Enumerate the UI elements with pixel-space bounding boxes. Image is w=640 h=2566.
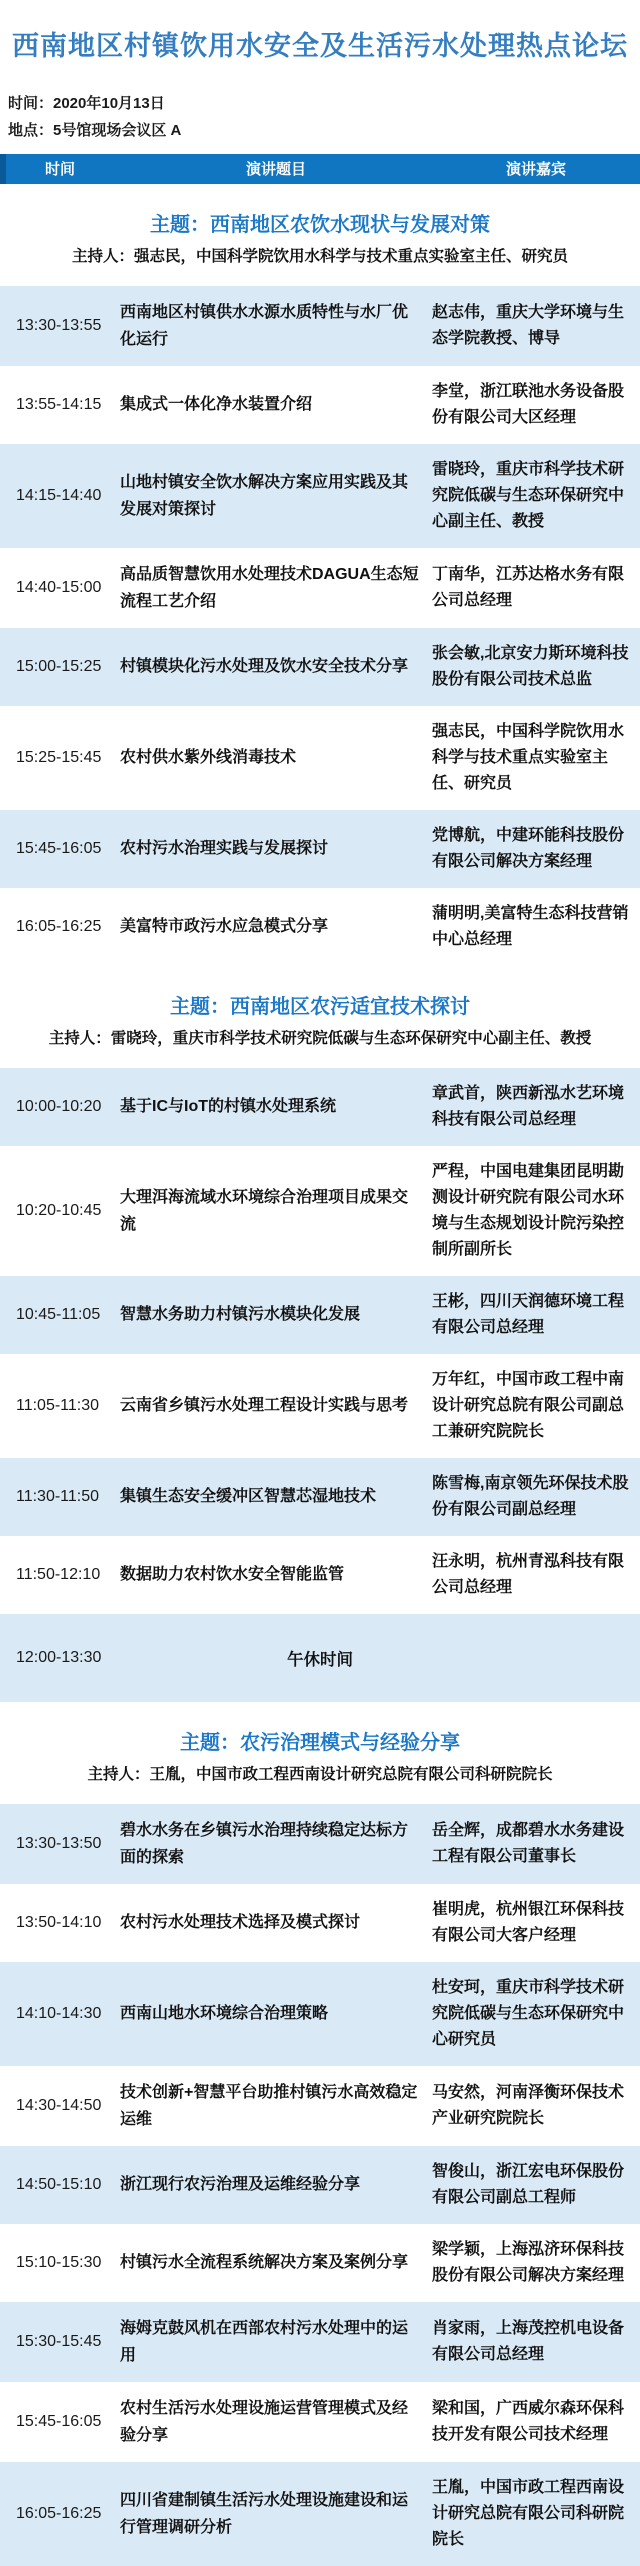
session-time: 13:55-14:15: [16, 395, 102, 413]
session-time: 15:45-16:05: [16, 839, 102, 857]
agenda-row: [0, 286, 640, 366]
section-topic: 主题：西南地区农饮水现状与发展对策: [150, 213, 490, 236]
session-title: 集成式一体化净水装置介绍: [120, 396, 313, 414]
session-title: 基于IC与IoT的村镇水处理系统: [120, 1098, 336, 1116]
agenda-row: [0, 2224, 640, 2302]
session-speaker: 杜安珂，重庆市科学技术研究院低碳与生态环保研究中心研究员: [432, 1978, 625, 2048]
session-time: 10:00-10:20: [16, 1097, 102, 1115]
agenda-section: [0, 990, 640, 1702]
section-topic: 主题：农污治理模式与经验分享: [180, 1731, 460, 1754]
agenda-row: [0, 1536, 640, 1614]
session-title: 碧水水务在乡镇污水治理持续稳定达标方面的探索: [120, 1821, 409, 1866]
session-speaker: 张会敏,北京安力斯环境科技股份有限公司技术总监: [432, 644, 629, 688]
session-time: 11:05-11:30: [16, 1396, 100, 1414]
column-header-speaker: 演讲嘉宾: [505, 161, 566, 179]
session-speaker: 雷晓玲，重庆市科学技术研究院低碳与生态环保研究中心副主任、教授: [432, 460, 625, 530]
section-host: 主持人：强志民，中国科学院饮用水科学与技术重点实验室主任、研究员: [71, 247, 568, 265]
table-header: [0, 154, 640, 184]
session-time: 15:25-15:45: [16, 748, 102, 766]
agenda-row: [0, 888, 640, 966]
session-title: 云南省乡镇污水处理工程设计实践与思考: [120, 1397, 409, 1415]
session-time: 10:45-11:05: [16, 1305, 101, 1323]
session-speaker: 蒲明明,美富特生态科技营销中心总经理: [432, 904, 629, 948]
session-title: 山地村镇安全饮水解决方案应用实践及其发展对策探讨: [120, 473, 409, 518]
session-title: 农村供水紫外线消毒技术: [120, 749, 297, 767]
agenda-row: [0, 1068, 640, 1146]
session-time: 14:40-15:00: [16, 578, 102, 596]
session-time: 11:30-11:50: [16, 1487, 100, 1505]
agenda-row: [0, 366, 640, 444]
section-rows: [0, 1804, 640, 2566]
session-time: 14:10-14:30: [16, 2004, 102, 2022]
session-speaker: 崔明虎，杭州银江环保科技有限公司大客户经理: [432, 1900, 625, 1944]
session-speaker: 肖家雨，上海茂控机电设备有限公司总经理: [432, 2319, 625, 2363]
session-time: 15:45-16:05: [16, 2412, 102, 2430]
session-speaker: 党博航，中建环能科技股份有限公司解决方案经理: [432, 826, 625, 870]
session-title: 智慧水务助力村镇污水模块化发展: [120, 1306, 361, 1324]
session-speaker: 章武首，陕西新泓水艺环境科技有限公司总经理: [432, 1084, 625, 1128]
session-time: 14:50-15:10: [16, 2175, 102, 2193]
session-speaker: 严程，中国电建集团昆明勘测设计研究院有限公司水环境与生态规划设计院污染控制所副所长: [432, 1162, 625, 1258]
lunch-break-row: [0, 1614, 640, 1702]
agenda-section: [0, 1726, 640, 2566]
event-location: 地点：5号馆现场会议区 A: [8, 121, 182, 139]
session-time: 10:20-10:45: [16, 1201, 102, 1219]
session-speaker: 汪永明，杭州青泓科技有限公司总经理: [432, 1552, 625, 1596]
agenda-row: [0, 1354, 640, 1458]
agenda-row: [0, 810, 640, 888]
agenda-row: [0, 1146, 640, 1276]
session-title: 农村污水治理实践与发展探讨: [120, 840, 329, 858]
session-speaker: 马安然，河南泽衡环保技术产业研究院院长: [432, 2083, 625, 2127]
session-speaker: 陈雪梅,南京领先环保技术股份有限公司副总经理: [432, 1474, 629, 1518]
agenda-section: [0, 208, 640, 966]
agenda-row: [0, 1804, 640, 1884]
session-speaker: 王胤，中国市政工程西南设计研究总院有限公司科研院院长: [432, 2478, 625, 2548]
session-title: 村镇模块化污水处理及饮水安全技术分享: [120, 658, 409, 676]
session-speaker: 丁南华，江苏达格水务有限公司总经理: [432, 565, 625, 609]
agenda-row: [0, 628, 640, 706]
agenda-row: [0, 2302, 640, 2382]
column-header-topic: 演讲题目: [245, 161, 306, 179]
session-title: 大理洱海流域水环境综合治理项目成果交流: [120, 1188, 409, 1233]
session-speaker: 岳全辉，成都碧水水务建设工程有限公司董事长: [432, 1821, 625, 1865]
agenda-row: [0, 2382, 640, 2462]
agenda-row: [0, 444, 640, 548]
event-date: 时间：2020年10月13日: [8, 94, 165, 112]
section-rows: [0, 1068, 640, 1702]
session-time: 12:00-13:30: [16, 1648, 102, 1666]
session-time: 14:15-14:40: [16, 486, 102, 504]
session-speaker: 强志民，中国科学院饮用水科学与技术重点实验室主任、研究员: [432, 722, 625, 792]
session-speaker: 王彬，四川天润德环境工程有限公司总经理: [432, 1292, 625, 1336]
session-speaker: 梁学颖，上海泓济环保科技股份有限公司解决方案经理: [432, 2240, 625, 2284]
session-speaker: 梁和国，广西威尔森环保科技开发有限公司技术经理: [432, 2399, 625, 2443]
session-title: 农村生活污水处理设施运营管理模式及经验分享: [120, 2399, 409, 2444]
session-title: 集镇生态安全缓冲区智慧芯湿地技术: [120, 1488, 377, 1506]
session-title: 西南山地水环境综合治理策略: [120, 2005, 329, 2023]
session-title: 海姆克鼓风机在西部农村污水处理中的运用: [120, 2319, 409, 2364]
section-host: 主持人：王胤，中国市政工程西南设计研究总院有限公司科研院院长: [87, 1765, 553, 1783]
session-time: 13:30-13:50: [16, 1834, 102, 1852]
agenda-row: [0, 2066, 640, 2146]
session-time: 15:10-15:30: [16, 2253, 102, 2271]
session-time: 14:30-14:50: [16, 2096, 102, 2114]
session-time: 16:05-16:25: [16, 917, 102, 935]
agenda-sections: [0, 208, 640, 2566]
agenda-row: [0, 548, 640, 628]
session-time: 16:05-16:25: [16, 2504, 102, 2522]
section-topic: 主题：西南地区农污适宜技术探讨: [170, 995, 470, 1018]
event-meta: [0, 88, 640, 154]
section-host: 主持人：雷晓玲，重庆市科学技术研究院低碳与生态环保研究中心副主任、教授: [48, 1029, 592, 1047]
session-speaker: 李堂，浙江联池水务设备股份有限公司大区经理: [432, 382, 625, 426]
session-title: 数据助力农村饮水安全智能监管: [120, 1566, 345, 1584]
session-speaker: 万年红，中国市政工程中南设计研究总院有限公司副总工兼研究院院长: [432, 1370, 625, 1440]
session-time: 13:30-13:55: [16, 316, 102, 334]
session-time: 15:00-15:25: [16, 657, 102, 675]
agenda-row: [0, 1884, 640, 1962]
session-title: 浙江现行农污治理及运维经验分享: [120, 2176, 361, 2194]
section-rows: [0, 286, 640, 966]
session-time: 15:30-15:45: [16, 2332, 102, 2350]
page-title: 西南地区村镇饮用水安全及生活污水处理热点论坛: [12, 31, 628, 61]
session-title: 西南地区村镇供水水源水质特性与水厂优化运行: [120, 303, 409, 348]
session-speaker: 赵志伟，重庆大学环境与生态学院教授、博导: [432, 303, 625, 347]
column-header-time: 时间: [44, 161, 75, 179]
session-title: 农村污水处理技术选择及模式探讨: [120, 1914, 361, 1932]
agenda-row: [0, 706, 640, 810]
session-time: 13:50-14:10: [16, 1913, 102, 1931]
agenda-row: [0, 1962, 640, 2066]
session-title: 村镇污水全流程系统解决方案及案例分享: [120, 2254, 409, 2272]
session-title: 高品质智慧饮用水处理技术DAGUA生态短流程工艺介绍: [120, 565, 419, 610]
agenda-row: [0, 1458, 640, 1536]
agenda-row: [0, 2146, 640, 2224]
lunch-break-label: 午休时间: [287, 1650, 353, 1669]
agenda-row: [0, 2462, 640, 2566]
session-title: 美富特市政污水应急模式分享: [120, 918, 329, 936]
session-title: 技术创新+智慧平台助推村镇污水高效稳定运维: [120, 2083, 418, 2128]
session-speaker: 智俊山，浙江宏电环保股份有限公司副总工程师: [432, 2162, 625, 2206]
session-time: 11:50-12:10: [16, 1565, 101, 1583]
agenda-row: [0, 1276, 640, 1354]
session-title: 四川省建制镇生活污水处理设施建设和运行管理调研分析: [120, 2491, 409, 2536]
